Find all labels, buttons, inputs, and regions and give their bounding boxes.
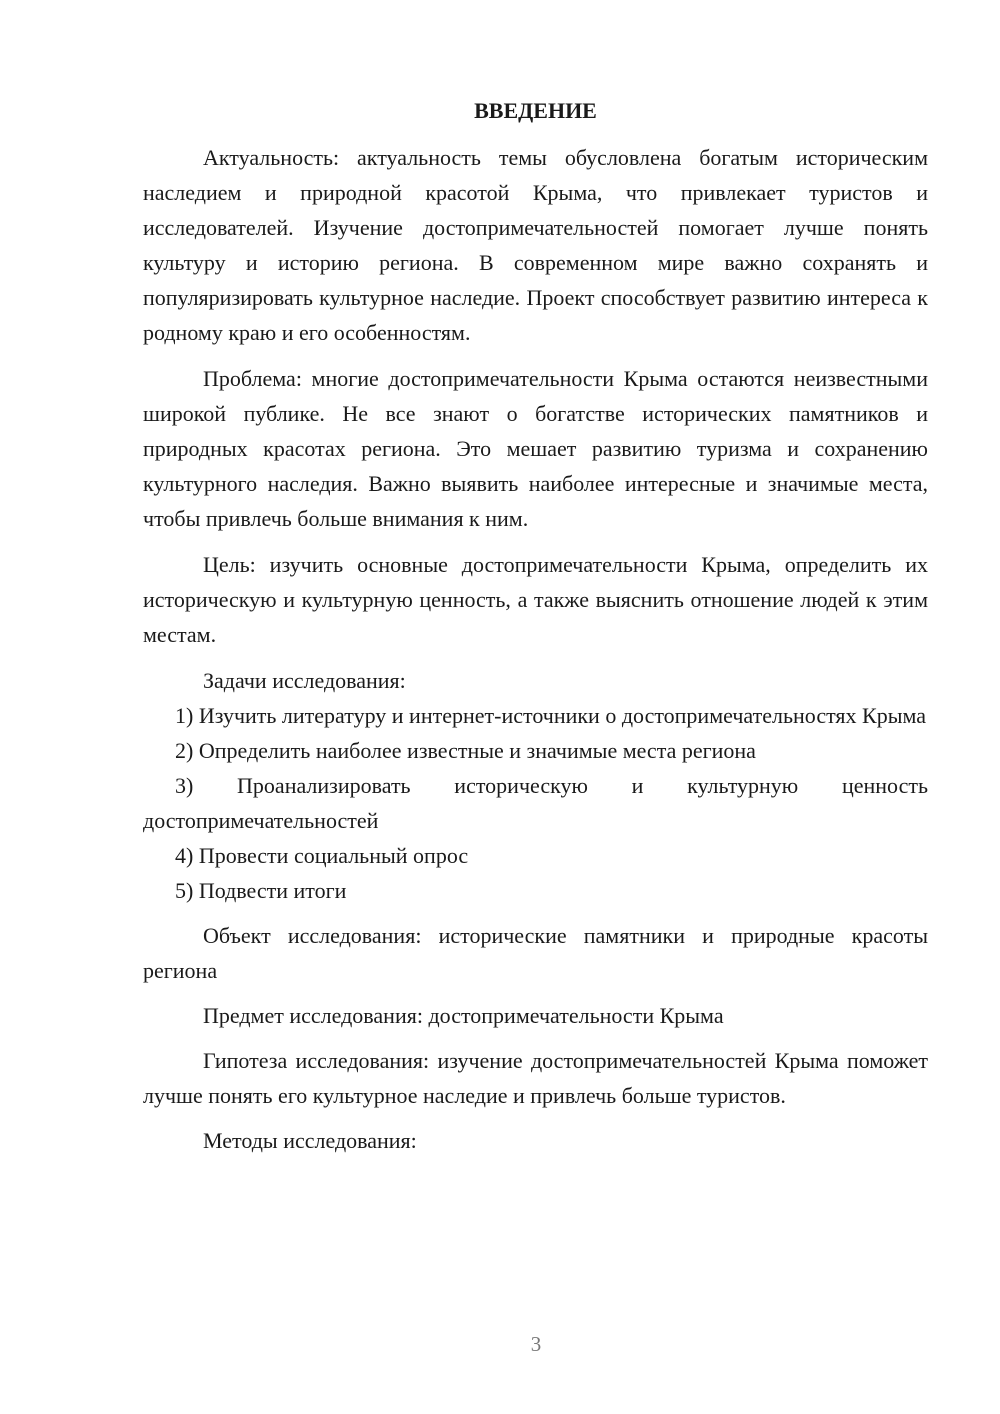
page-content: [143, 96, 928, 1158]
paragraph-object: Объект исследования: исторические памятники и природные красоты региона: [143, 923, 928, 983]
paragraph-relevance: Актуальность: актуальность темы обусловлена богатым историческим наследием и природной красотой Крыма, что привлекает туристов и исследователей. Изучение достопримечательностей помогает лучше понять культуру и историю региона. В современном мире важно сохранять и популяризировать культурное наследие. Проект способствует развитию интереса к родному краю и его особенностям.: [143, 145, 928, 345]
paragraph-hypothesis: Гипотеза исследования: изучение достопримечательностей Крыма поможет лучше понять его культурное наследие и привлечь больше туристов.: [143, 1048, 928, 1108]
task-item-2: 2) Определить наиболее известные и значимые места региона: [175, 738, 756, 763]
task-item-3: 3) Проанализировать историческую и культурную ценность достопримечательностей: [143, 773, 928, 833]
task-item-4: 4) Провести социальный опрос: [175, 843, 469, 868]
page-title: ВВЕДЕНИЕ: [474, 98, 597, 123]
methods-heading: Методы исследования:: [203, 1128, 417, 1153]
paragraph-subject: Предмет исследования: достопримечательности Крыма: [203, 1003, 724, 1028]
task-item-1: 1) Изучить литературу и интернет-источники о достопримечательностях Крыма: [175, 703, 927, 728]
paragraph-problem: Проблема: многие достопримечательности Крыма остаются неизвестными широкой публике. Не все знают о богатстве исторических памятников и природных красотах региона. Это мешает развитию туризма и сохранению культурного наследия. Важно выявить наиболее интересные и значимые места, чтобы привлечь больше внимания к ним.: [143, 366, 928, 531]
page-number: 3: [530, 1332, 542, 1356]
paragraph-goal: Цель: изучить основные достопримечательности Крыма, определить их историческую и культурную ценность, а также выяснить отношение людей к этим местам.: [143, 552, 928, 647]
tasks-heading: Задачи исследования:: [203, 668, 406, 693]
task-item-5: 5) Подвести итоги: [175, 878, 347, 903]
